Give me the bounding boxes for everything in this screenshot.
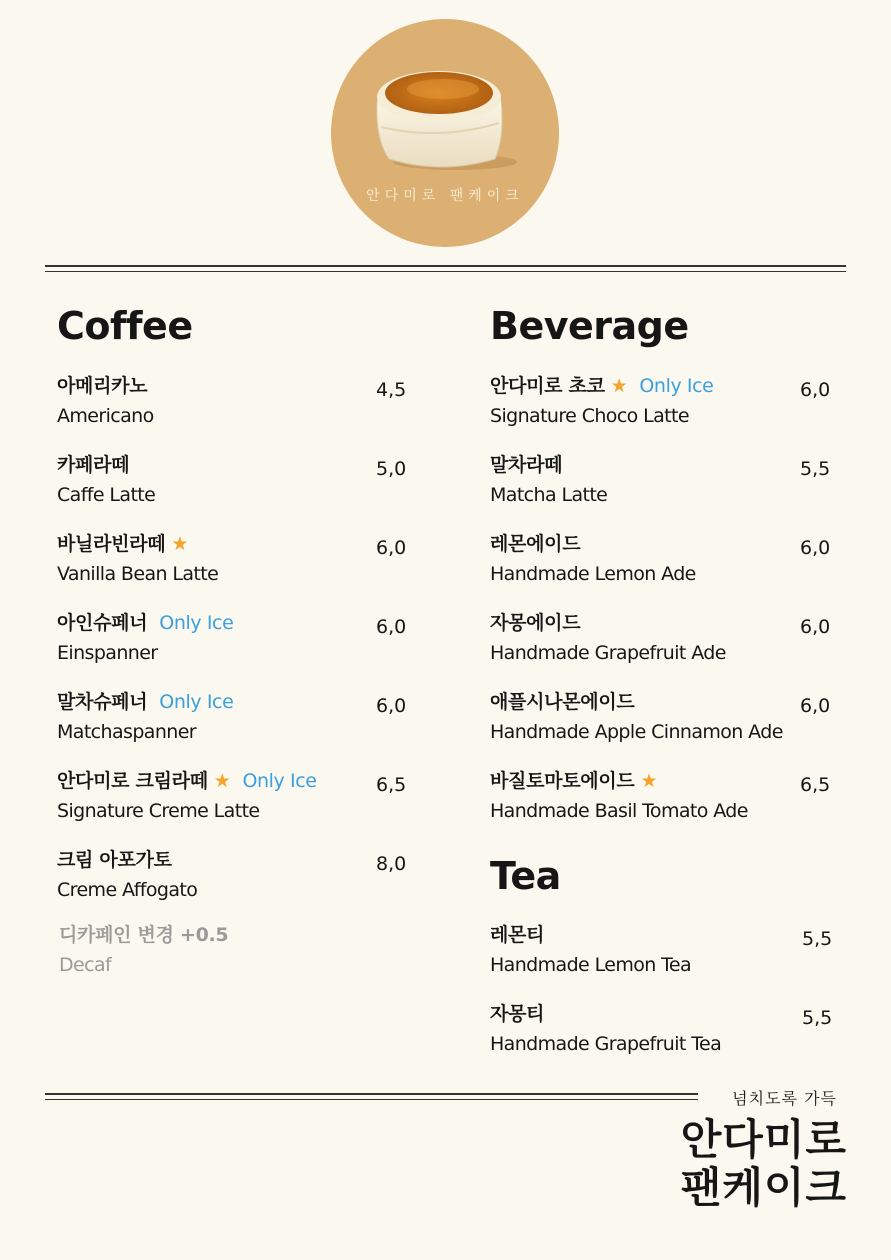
- footer-slogan: 넘치도록 가득: [732, 1089, 837, 1108]
- menu-item-name-ko: [57, 768, 317, 794]
- menu-item-name-en: Americano: [57, 405, 154, 427]
- menu-item-name-ko-text: 바질토마토에이드: [490, 770, 635, 792]
- menu-item-price: 8,0: [376, 853, 407, 875]
- menu-item-name-ko-text: 안다미로 초코: [490, 375, 605, 397]
- menu-item-name-ko: [490, 689, 783, 715]
- menu-item-name-ko: [490, 610, 726, 636]
- menu-item: [490, 610, 726, 666]
- star-icon: ★: [640, 770, 658, 792]
- menu-item-name-en: Handmade Apple Cinnamon Ade: [490, 721, 783, 743]
- top-divider: [45, 265, 846, 267]
- menu-item-name-ko: [490, 531, 696, 557]
- menu-item: [57, 689, 233, 745]
- footer-brand: [681, 1116, 847, 1212]
- menu-item-name-en: Handmade Lemon Tea: [490, 954, 692, 976]
- only-ice-tag: Only Ice: [159, 691, 234, 713]
- menu-item-name-en: Handmade Lemon Ade: [490, 563, 696, 585]
- menu-item-name-ko: [57, 531, 218, 557]
- menu-item: [490, 373, 713, 429]
- menu-item-name-ko: [490, 768, 748, 794]
- menu-item-price: 6,0: [800, 695, 831, 717]
- menu-item-name-en: Signature Choco Latte: [490, 405, 689, 427]
- menu-item-name-ko: [57, 847, 197, 873]
- menu-item: [490, 922, 691, 978]
- menu-item: [490, 531, 696, 587]
- menu-item-price: 5,0: [376, 458, 407, 480]
- menu-item-name-ko: [57, 610, 233, 636]
- menu-item-name-ko: [490, 922, 691, 948]
- menu-item-name-ko: [57, 689, 233, 715]
- decaf-label-en: Decaf: [59, 954, 112, 976]
- menu-item: [490, 768, 748, 824]
- star-icon: ★: [171, 533, 189, 555]
- only-ice-tag: Only Ice: [159, 612, 234, 634]
- menu-item: [490, 1001, 721, 1057]
- menu-item-price: 5,5: [802, 1007, 833, 1029]
- menu-item: [57, 452, 155, 508]
- menu-item-name-ko-text: 크림 아포가토: [57, 849, 172, 871]
- menu-item-name-en: Signature Creme Latte: [57, 800, 260, 822]
- star-icon: ★: [213, 770, 231, 792]
- menu-item-name-en: Creme Affogato: [57, 879, 198, 901]
- menu-item-name-ko-text: 바닐라빈라떼: [57, 533, 166, 555]
- menu-item-name-ko-text: 애플시나몬에이드: [490, 691, 635, 713]
- menu-item-name-ko: [490, 1001, 721, 1027]
- menu-item-price: 6,5: [800, 774, 831, 796]
- coffee-heading: Coffee: [57, 304, 193, 348]
- menu-item-price: 4,5: [376, 379, 407, 401]
- menu-item: [490, 689, 783, 745]
- decaf-label-ko: 디카페인 변경 +0.5: [59, 924, 229, 946]
- beverage-heading: Beverage: [490, 304, 689, 348]
- star-icon: ★: [610, 375, 628, 397]
- menu-item: [490, 452, 607, 508]
- menu-item-name-ko-text: 아메리카노: [57, 375, 148, 397]
- menu-item: [57, 847, 197, 903]
- menu-item-price: 6,5: [376, 774, 407, 796]
- menu-item-name-ko-text: 자몽티: [490, 1003, 545, 1025]
- top-divider-thin: [45, 271, 846, 272]
- menu-item-price: 5,5: [802, 928, 833, 950]
- menu-item-price: 6,0: [800, 616, 831, 638]
- menu-item-price: 6,0: [800, 379, 831, 401]
- menu-item: [57, 768, 317, 824]
- menu-item-name-ko-text: 자몽에이드: [490, 612, 581, 634]
- footer-brand-line1: 안다미로: [680, 1115, 847, 1164]
- menu-item: [57, 610, 233, 666]
- menu-item-name-ko: [57, 452, 155, 478]
- bottom-divider-thin: [45, 1099, 698, 1100]
- menu-item-name-ko: [490, 373, 713, 399]
- menu-item-name-en: Matcha Latte: [490, 484, 608, 506]
- tea-heading: Tea: [490, 854, 561, 898]
- menu-item: [57, 531, 218, 587]
- pancake-illustration: [331, 19, 559, 247]
- menu-item-price: 6,0: [800, 537, 831, 559]
- menu-item-name-ko-text: 레몬티: [490, 924, 545, 946]
- menu-item-price: 6,0: [376, 695, 407, 717]
- menu-item-price: 5,5: [800, 458, 831, 480]
- menu-item-name-en: Einspanner: [57, 642, 158, 664]
- menu-item-name-ko-text: 아인슈페너: [57, 612, 148, 634]
- menu-item: [57, 373, 154, 429]
- menu-item-price: 6,0: [376, 616, 407, 638]
- menu-item-name-ko: [490, 452, 607, 478]
- only-ice-tag: Only Ice: [242, 770, 317, 792]
- menu-item-name-ko-text: 안다미로 크림라떼: [57, 770, 208, 792]
- logo-text: 안다미로 팬케이크: [366, 188, 524, 204]
- bottom-divider: [45, 1093, 698, 1095]
- menu-item-name-en: Handmade Grapefruit Ade: [490, 642, 726, 664]
- footer-brand-line2: 팬케이크: [680, 1163, 847, 1212]
- menu-item-name-en: Handmade Basil Tomato Ade: [490, 800, 748, 822]
- menu-item-name-en: Vanilla Bean Latte: [57, 563, 219, 585]
- menu-item-name-ko-text: 레몬에이드: [490, 533, 581, 555]
- decaf-option: [59, 922, 228, 978]
- only-ice-tag: Only Ice: [639, 375, 714, 397]
- logo-badge: [331, 19, 559, 247]
- menu-item-name-ko-text: 말차슈페너: [57, 691, 148, 713]
- menu-item-price: 6,0: [376, 537, 407, 559]
- menu-item-name-en: Handmade Grapefruit Tea: [490, 1033, 722, 1055]
- menu-item-name-ko: [57, 373, 154, 399]
- menu-item-name-ko-text: 카페라떼: [57, 454, 130, 476]
- menu-item-name-en: Matchaspanner: [57, 721, 197, 743]
- menu-item-name-en: Caffe Latte: [57, 484, 156, 506]
- menu-item-name-ko-text: 말차라떼: [490, 454, 563, 476]
